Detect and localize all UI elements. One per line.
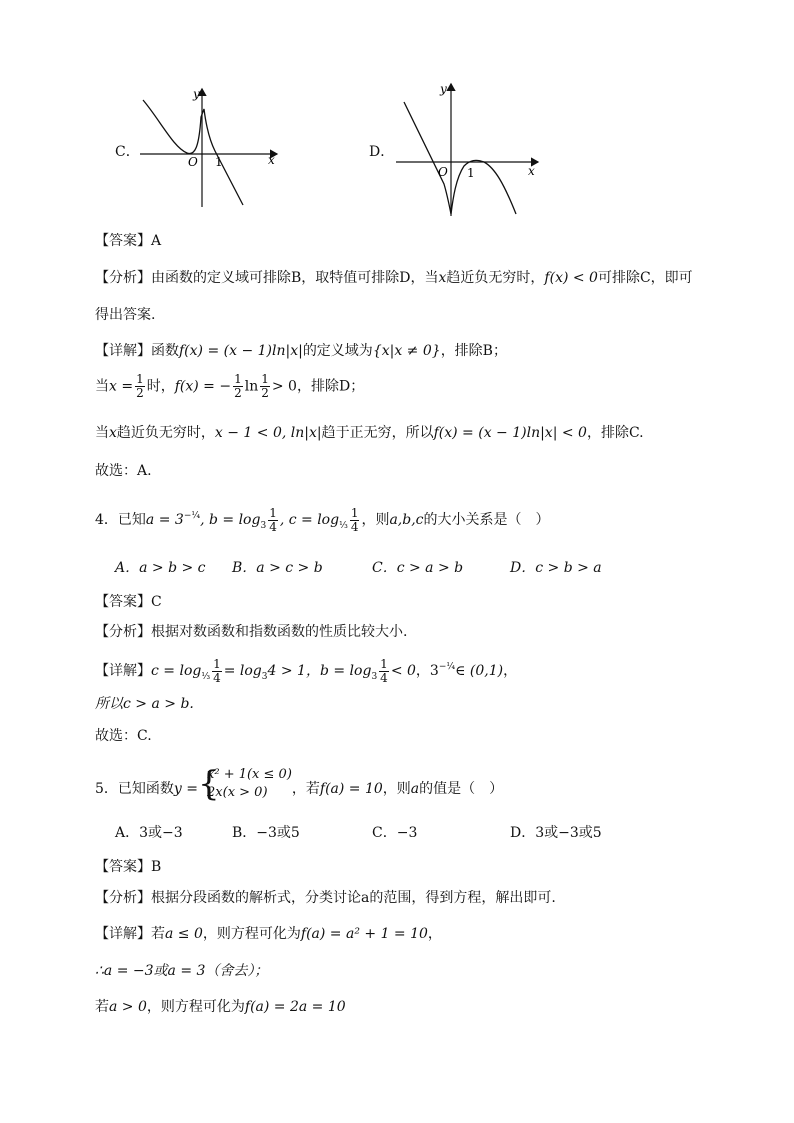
text: ，若: [291, 781, 320, 797]
text: 趋近负无穷时，: [116, 425, 215, 441]
text: 4．已知: [95, 512, 146, 528]
text: ，排除D；: [296, 378, 365, 395]
subscript: ⅓: [339, 521, 348, 531]
math: 4 > 1: [267, 663, 306, 679]
text: ，则方程可化为: [146, 999, 245, 1015]
text: ，排除B；: [440, 343, 507, 359]
fraction: $\frac{1}{2}$: [234, 372, 242, 400]
text: 趋近负无穷时，: [446, 270, 545, 286]
text: ，则: [382, 781, 411, 797]
math: x − 1 < 0, ln|x|: [214, 425, 322, 441]
math: = log: [223, 663, 262, 679]
option-d-label: D．: [369, 144, 395, 160]
math: f(a) = 2a = 10: [244, 999, 346, 1015]
graph-c-x-label: x: [268, 153, 275, 167]
math: f(x) = (x − 1)ln|x| < 0: [433, 425, 587, 441]
graph-c-one: 1: [215, 155, 223, 169]
text: 根据对数函数和指数函数的性质比较大小.: [151, 624, 408, 640]
q4-analysis: [95, 622, 407, 642]
math: , b = log: [200, 512, 261, 528]
text: 的大小关系是（ ）: [423, 512, 550, 528]
q5-option-a[interactable]: A．3或−3: [115, 825, 183, 841]
text: ，: [415, 663, 430, 679]
text: 若: [151, 926, 165, 942]
math: f(a) = 10: [319, 781, 383, 797]
fraction: $\frac{1}{4}$: [350, 505, 359, 534]
text: 根据分段函数的解析式，分类讨论a的范围，得到方程，解出即可.: [151, 890, 556, 906]
math: 3: [429, 663, 439, 679]
q3-choose: 故选：A.: [95, 463, 152, 479]
subscript: 3: [371, 672, 378, 682]
detail-tag: 【详解】: [95, 663, 151, 679]
q3-analysis-line1: [95, 268, 693, 288]
graph-c: [135, 85, 285, 210]
math: a > 0: [109, 999, 147, 1015]
graph-d-y-label: y: [440, 82, 447, 96]
math: f(a) = a² + 1 = 10: [300, 926, 428, 942]
math: x: [109, 425, 117, 441]
q4-option-b[interactable]: B．a > c > b: [232, 560, 323, 576]
q5-answer: [95, 857, 161, 877]
graph-d-curve: [404, 102, 516, 214]
answer-tag: 【答案】: [95, 594, 151, 610]
piecewise: { x² + 1(x ≤ 0) 2x(x > 0): [198, 764, 292, 804]
subscript: ⅓: [201, 672, 211, 682]
text: ，: [427, 926, 442, 942]
piece-row: 2x(x > 0): [207, 785, 268, 800]
q3-detail-line2: [95, 373, 364, 400]
text: 可排除C，即可: [597, 270, 693, 286]
subscript: 3: [260, 521, 267, 531]
q3-analysis-line2: 得出答案.: [95, 307, 156, 323]
fraction: $\frac{1}{4}$: [269, 505, 277, 534]
text: ，则: [361, 512, 390, 528]
analysis-tag: 【分析】: [95, 624, 151, 640]
q3-detail-line1: [95, 341, 507, 361]
detail-tag: 【详解】: [95, 343, 151, 359]
math: ∈ (0,1): [455, 663, 504, 679]
q4-option-d[interactable]: D．c > b > a: [510, 560, 602, 576]
math: a: [410, 781, 420, 797]
graph-c-curve: [143, 100, 243, 205]
math: a ≤ 0: [165, 926, 203, 942]
graph-d: [390, 80, 545, 220]
answer-value: B: [151, 859, 162, 875]
q5-option-d[interactable]: D．3或−3或5: [510, 825, 602, 841]
detail-tag: 【详解】: [95, 926, 151, 942]
math: x: [438, 270, 447, 286]
fraction: $\frac{1}{4}$: [213, 656, 221, 685]
math: c = log: [151, 663, 202, 679]
math: ，b = log: [305, 663, 372, 679]
fraction: $\frac{1}{2}$: [261, 372, 269, 400]
q3-answer: [95, 231, 161, 251]
text: ，则方程可化为: [202, 926, 301, 942]
q5-option-c[interactable]: C．−3: [372, 825, 418, 841]
text: 5．已知函数: [95, 781, 174, 797]
text: 趋于正无穷，所以: [321, 425, 434, 441]
math: a = 3: [145, 512, 184, 528]
q5-stem: [95, 766, 503, 806]
graph-c-origin: O: [188, 155, 198, 169]
answer-tag: 【答案】: [95, 859, 151, 875]
q3-detail-line3: [95, 423, 644, 443]
math: , c = log: [279, 512, 340, 528]
math: {x|x ≠ 0}: [372, 343, 441, 359]
q4-answer: [95, 592, 162, 612]
graph-d-x-label: x: [528, 164, 535, 178]
text: 当: [95, 378, 109, 395]
math: f(x) = −: [174, 378, 232, 395]
text: 时，: [146, 378, 175, 395]
option-c-label: C．: [115, 144, 140, 160]
text: 的值是（ ）: [419, 781, 504, 797]
math: > 0: [271, 378, 297, 395]
math: y =: [173, 781, 199, 797]
text: ，: [503, 663, 518, 679]
math: f(x) = (x − 1)ln|x|: [179, 343, 303, 359]
q5-detail-line3: [95, 997, 346, 1017]
math: < 0: [390, 663, 416, 679]
q4-so: 所以c > a > b.: [95, 696, 194, 712]
math: f(x) < 0: [544, 270, 598, 286]
math: ln: [244, 378, 259, 395]
text: 当: [95, 425, 109, 441]
analysis-tag: 【分析】: [95, 890, 151, 906]
exponent: −¼: [438, 662, 456, 672]
math: a,b,c: [389, 512, 424, 528]
graph-d-origin: O: [438, 165, 448, 179]
graph-c-y-label: y: [193, 87, 200, 101]
q4-option-a[interactable]: A．a > b > c: [115, 560, 206, 576]
q4-option-c[interactable]: C．c > a > b: [372, 560, 464, 576]
q5-analysis: [95, 888, 556, 908]
text: 若: [95, 999, 109, 1015]
analysis-tag: 【分析】: [95, 270, 151, 286]
q5-option-b[interactable]: B．−3或5: [232, 825, 300, 841]
exponent: −¼: [183, 511, 201, 521]
text: 函数: [151, 343, 179, 359]
q4-choose: 故选：C.: [95, 728, 152, 744]
q4-stem: [95, 506, 550, 536]
math: x =: [109, 378, 134, 395]
answer-value: A: [151, 233, 162, 249]
q4-detail: [95, 657, 517, 687]
answer-tag: 【答案】: [95, 233, 151, 249]
text: 的定义域为: [302, 343, 373, 359]
fraction: $\frac{1}{4}$: [380, 656, 388, 685]
piece-row: x² + 1(x ≤ 0): [207, 767, 292, 782]
q5-detail-line2: ∴a = −3或a = 3（舍去）；: [95, 963, 269, 979]
q5-detail-line1: [95, 924, 442, 944]
answer-value: C: [151, 594, 162, 610]
text: ，排除C.: [586, 425, 644, 441]
text: 由函数的定义域可排除B，取特值可排除D，当: [151, 270, 439, 286]
fraction: $\frac{1}{2}$: [136, 372, 144, 400]
graph-d-one: 1: [467, 166, 475, 180]
subscript: 3: [261, 672, 268, 682]
